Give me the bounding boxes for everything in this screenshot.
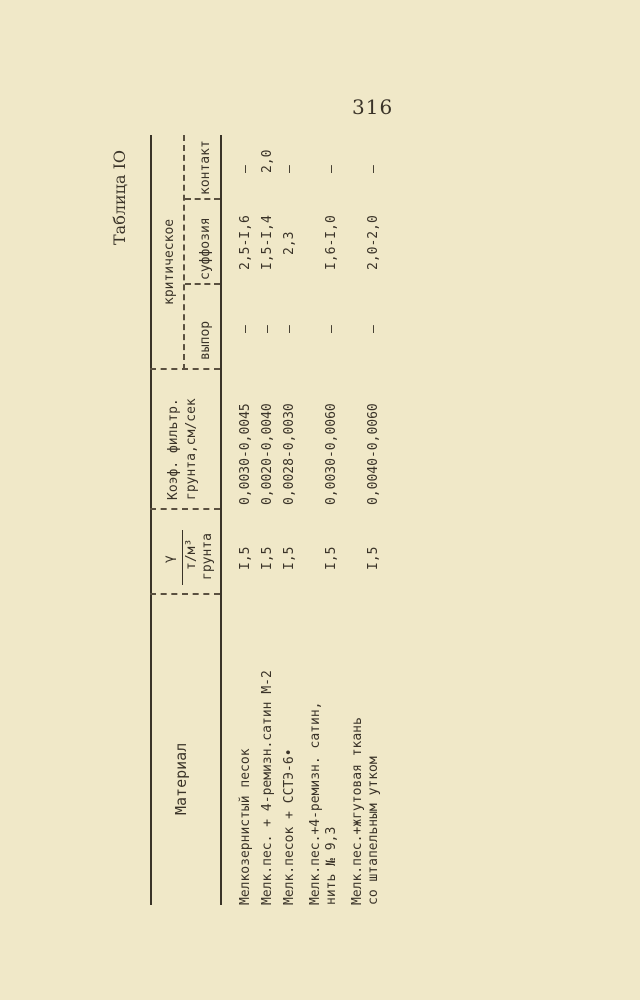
cell-material: Мелк.песок + ССТЭ-6• (282, 748, 297, 905)
cell-suffozia: 2,0-2,0 (366, 215, 381, 270)
header-filtr-line1: Коэф. фильтр. (166, 398, 181, 500)
header-subdivider (183, 135, 185, 370)
cell-material-line2: нить № 9,3 (324, 826, 339, 905)
table-top-rule (150, 135, 152, 905)
cell-suffozia: I,6-I,0 (324, 215, 339, 270)
cell-filtr: 0,0040-0,0060 (366, 403, 381, 505)
cell-kontakt: – (238, 165, 253, 173)
cell-material-line2: со штапельным утком (366, 756, 381, 905)
cell-gamma: I,5 (282, 546, 297, 570)
header-divider (150, 508, 220, 510)
table-caption: Таблица IO (110, 149, 129, 245)
cell-gamma: I,5 (238, 546, 253, 570)
header-gamma-sub: грунта (200, 533, 215, 580)
cell-material: Мелк.пес.+жгутовая ткань (350, 717, 365, 905)
cell-gamma: I,5 (366, 546, 381, 570)
cell-suffozia: I,5-I,4 (260, 215, 275, 270)
header-suffozia: суффозия (198, 217, 213, 280)
cell-vypor: – (260, 325, 275, 333)
header-divider (185, 283, 220, 285)
gamma-fraction-bar (182, 530, 183, 585)
cell-vypor: – (366, 325, 381, 333)
header-vypor: выпор (198, 320, 213, 360)
cell-gamma: I,5 (324, 546, 339, 570)
cell-suffozia: 2,3 (282, 231, 297, 255)
table-header-rule (220, 135, 222, 905)
cell-suffozia: 2,5-I,6 (238, 215, 253, 270)
cell-vypor: – (324, 325, 339, 333)
cell-material: Мелкозернистый песок (238, 748, 253, 905)
header-divider (150, 368, 220, 370)
cell-filtr: 0,0020-0,0040 (260, 403, 275, 505)
cell-vypor: – (238, 325, 253, 333)
cell-kontakt: 2,0 (260, 149, 275, 173)
header-divider (185, 198, 220, 200)
cell-filtr: 0,0030-0,0060 (324, 403, 339, 505)
cell-material: Мелк.пес.+4-ремизн. сатин, (308, 701, 323, 905)
header-gamma-symbol: γ (162, 555, 177, 563)
header-kontakt: контакт (198, 140, 213, 195)
header-gamma-unit: т/м³ (184, 538, 199, 570)
cell-kontakt: – (324, 165, 339, 173)
cell-filtr: 0,0030-0,0045 (238, 403, 253, 505)
cell-filtr: 0,0028-0,0030 (282, 403, 297, 505)
cell-material: Мелк.пес. + 4-ремизн.сатин М-2 (260, 670, 275, 905)
header-critical: критическое (162, 218, 177, 305)
cell-kontakt: – (282, 165, 297, 173)
header-divider (150, 593, 220, 595)
cell-kontakt: – (366, 165, 381, 173)
cell-gamma: I,5 (260, 546, 275, 570)
rotated-table (110, 135, 530, 905)
cell-vypor: – (282, 325, 297, 333)
page-number: 316 (352, 95, 394, 119)
header-material: Материал (172, 742, 190, 815)
header-filtr-line2: грунта,см/сек (184, 398, 199, 500)
